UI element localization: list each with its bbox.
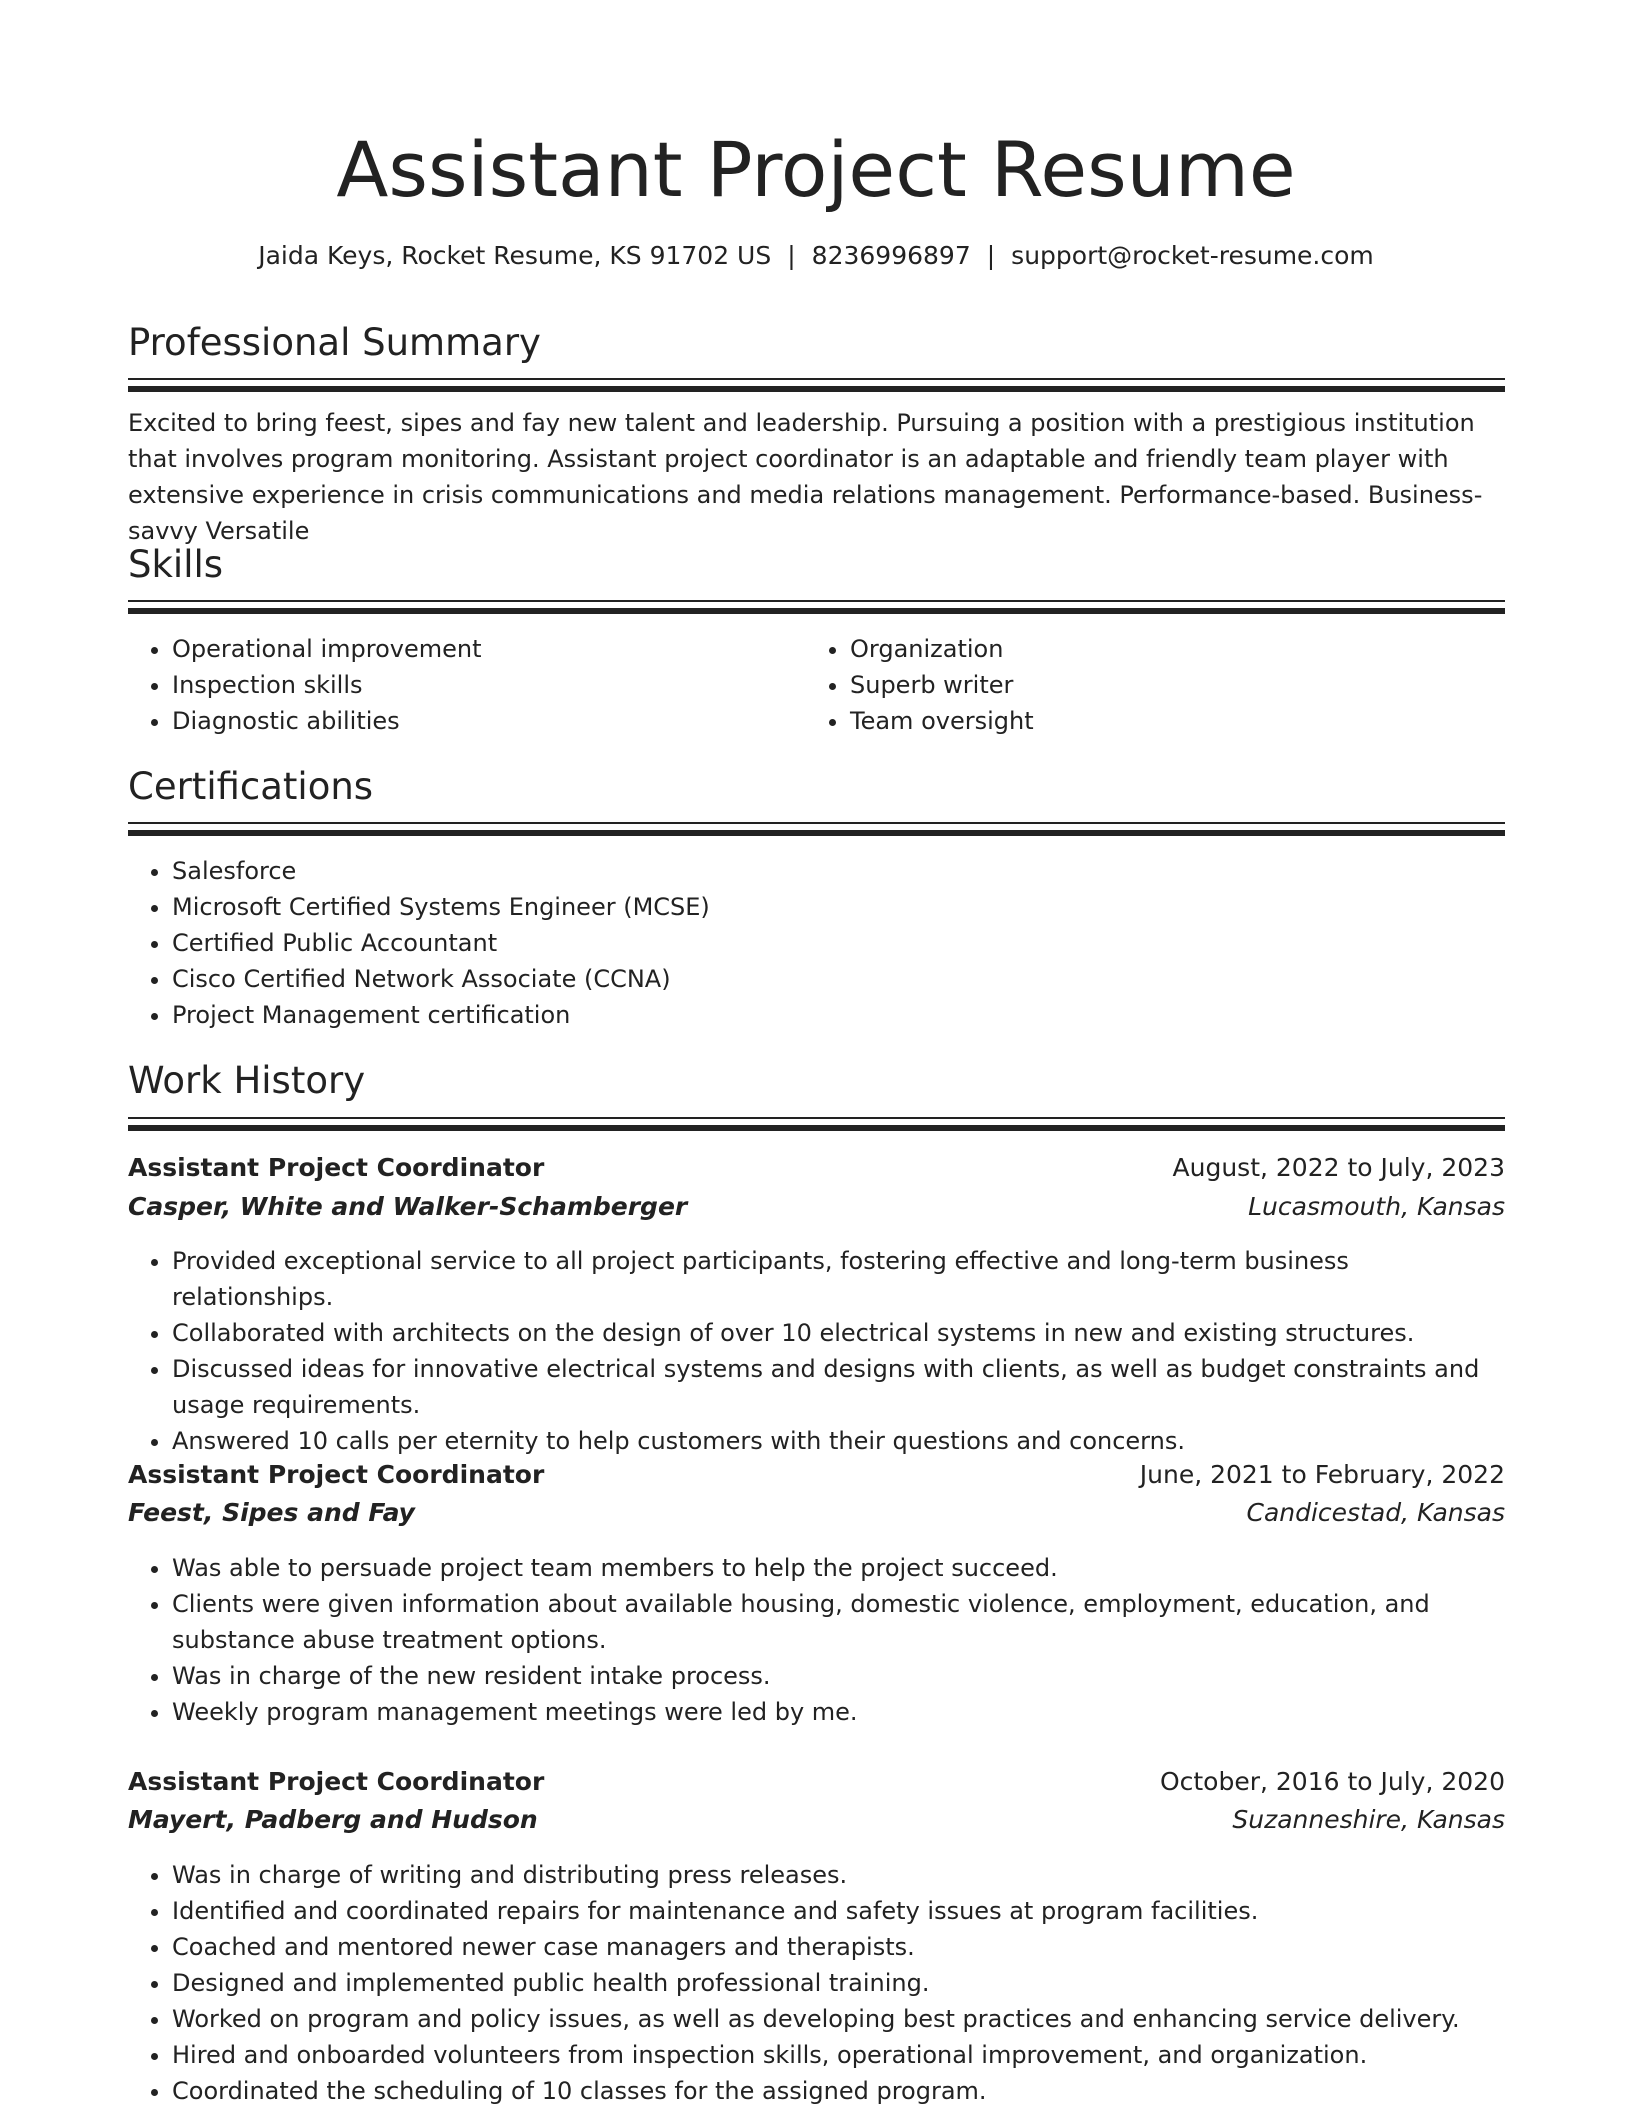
contact-address: Jaida Keys, Rocket Resume, KS 91702 US — [258, 241, 772, 270]
job-bullets — [128, 1550, 1505, 1730]
job-bullet: • Hired and onboarded volunteers from inspection skills, operational improvement, and organization. — [172, 2037, 1505, 2073]
job-bullet: • Answered 10 calls per eternity to help customers with their questions and concerns. — [172, 1423, 1505, 1459]
job-bullet: • Was in charge of the new resident intake process. — [172, 1658, 1505, 1694]
job-bullet: • Designed and implemented public health professional training. — [172, 1965, 1505, 2001]
certification-item: • Salesforce — [172, 853, 1505, 889]
section-divider — [128, 378, 1505, 394]
contact-separator: | — [787, 241, 796, 270]
job-bullet: • Identified and coordinated repairs for maintenance and safety issues at program facilities. — [172, 1893, 1505, 1929]
contact-line — [0, 238, 1632, 274]
contact-separator: | — [986, 241, 996, 270]
job-title: Assistant Project Coordinator — [128, 1460, 545, 1489]
skill-item: • Inspection skills — [172, 667, 802, 703]
section-heading-certifications: Certifications — [128, 765, 374, 808]
job-bullet: • Discussed ideas for innovative electrical systems and designs with clients, as well as budget constraints and usage requirements. — [172, 1351, 1505, 1423]
job-bullet: • Was in charge of writing and distributing press releases. — [172, 1857, 1505, 1893]
certification-item: • Project Management certification — [172, 997, 1505, 1033]
job-bullet: • Worked on program and policy issues, as well as developing best practices and enhancing service delivery. — [172, 2001, 1505, 2037]
job-location: Lucasmouth, Kansas — [1248, 1192, 1505, 1221]
section-heading-summary: Professional Summary — [128, 321, 541, 364]
section-divider — [128, 822, 1505, 838]
job-bullet: • Weekly program management meetings were led by me. — [172, 1694, 1505, 1730]
job-bullets — [128, 1857, 1505, 2109]
job-bullet: • Coordinated the scheduling of 10 classes for the assigned program. — [172, 2073, 1505, 2109]
contact-phone: 8236996897 — [811, 241, 971, 270]
skill-item: • Operational improvement — [172, 631, 802, 667]
job-bullets — [128, 1243, 1505, 1459]
section-heading-work-history: Work History — [128, 1059, 366, 1102]
summary-text: Excited to bring feest, sipes and fay new talent and leadership. Pursuing a position with a prestigious institution that involves program monitoring. Assistant project coordinator is an adaptable and friendly team player with extensive experience in crisis communications and media relations management. Performance-based. Business-savvy Versatile — [128, 409, 1483, 545]
skill-item: • Team oversight — [850, 703, 1480, 739]
job-dates: October, 2016 to July, 2020 — [1159, 1767, 1505, 1796]
job-bullet: • Coached and mentored newer case managers and therapists. — [172, 1929, 1505, 1965]
job-location: Suzanneshire, Kansas — [1232, 1805, 1505, 1834]
job-bullet: • Was able to persuade project team members to help the project succeed. — [172, 1550, 1505, 1586]
job-bullet: • Collaborated with architects on the design of over 10 electrical systems in new and existing structures. — [172, 1315, 1505, 1351]
job-dates: June, 2021 to February, 2022 — [1139, 1460, 1505, 1489]
certification-item: • Microsoft Certified Systems Engineer (MCSE) — [172, 889, 1505, 925]
resume-title: Assistant Project Resume — [336, 125, 1296, 214]
job-dates: August, 2022 to July, 2023 — [1172, 1153, 1505, 1182]
job-title: Assistant Project Coordinator — [128, 1767, 545, 1796]
job-title: Assistant Project Coordinator — [128, 1153, 545, 1182]
section-divider — [128, 1117, 1505, 1133]
skill-item: • Superb writer — [850, 667, 1480, 703]
skill-item: • Diagnostic abilities — [172, 703, 802, 739]
skill-item: • Organization — [850, 631, 1480, 667]
skills-list-right — [806, 631, 1480, 739]
job-bullet: • Clients were given information about available housing, domestic violence, employment, education, and substance abuse treatment options. — [172, 1586, 1505, 1658]
section-divider — [128, 600, 1505, 616]
job-company: Mayert, Padberg and Hudson — [128, 1805, 538, 1834]
certification-item: • Cisco Certified Network Associate (CCNA) — [172, 961, 1505, 997]
skills-list-left — [128, 631, 802, 739]
job-company: Feest, Sipes and Fay — [128, 1498, 415, 1527]
job-location: Candicestad, Kansas — [1246, 1498, 1505, 1527]
section-heading-skills: Skills — [128, 543, 224, 586]
certifications-list — [128, 853, 1505, 1033]
contact-email: support@rocket-resume.com — [1011, 241, 1374, 270]
job-bullet: • Provided exceptional service to all project participants, fostering effective and long-term business relationships. — [172, 1243, 1505, 1315]
certification-item: • Certified Public Accountant — [172, 925, 1505, 961]
job-company: Casper, White and Walker-Schamberger — [128, 1192, 688, 1221]
